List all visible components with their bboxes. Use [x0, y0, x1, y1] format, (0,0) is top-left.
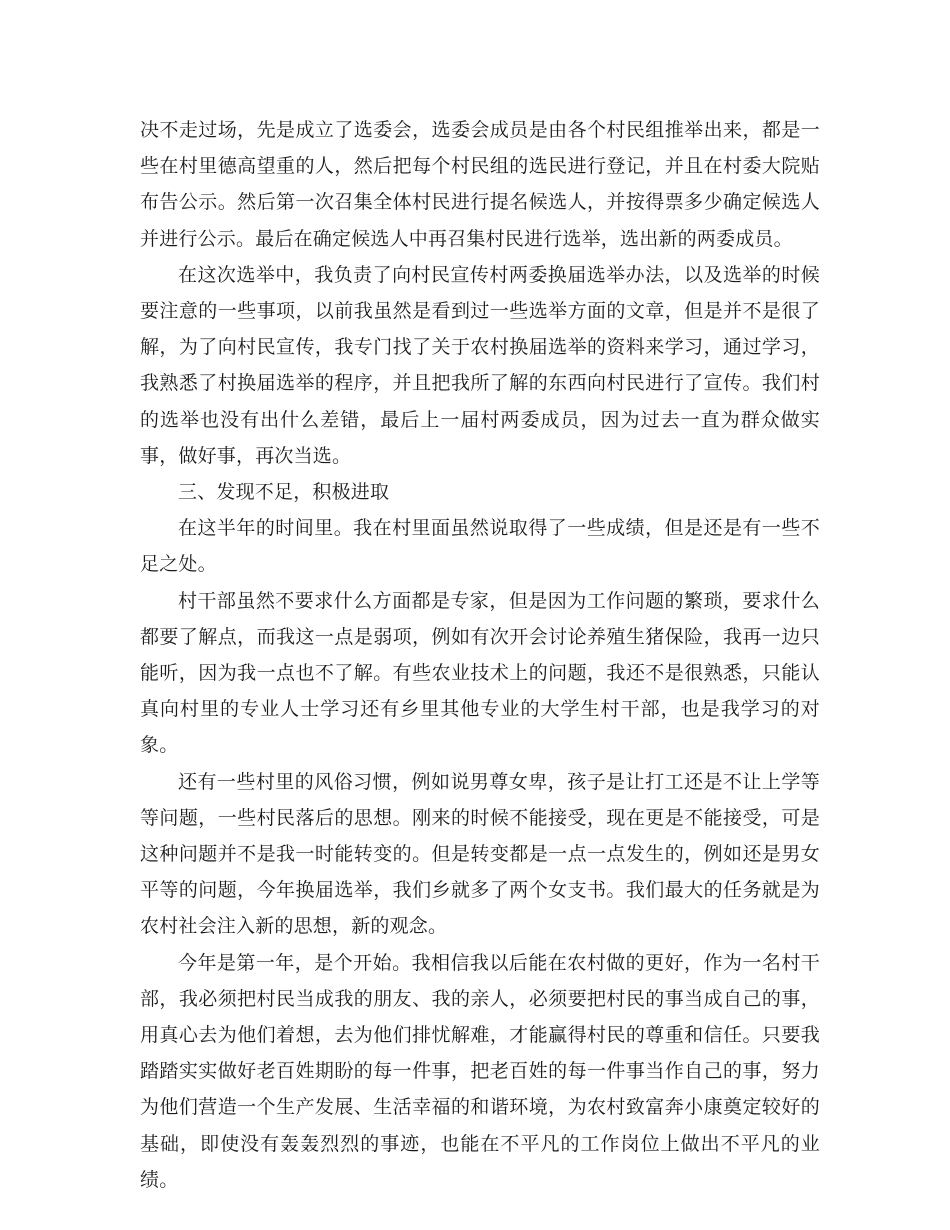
section-heading-shortcomings: 三、发现不足，积极进取	[178, 481, 390, 504]
paragraph-first-year: 今年是第一年，是个开始。我相信我以后能在农村做的更好，作为一名村干部，我必须把村民当成我的朋友、我的亲人，必须要把村民的事当成自己的事，用真心去为他们着想，去为他们排忧解难，才能赢得村民的尊重和信任。只要我踏踏实实做好老百姓期盼的每一件事，把老百姓的每一件事当作自己的事，努力为他们营造一个生产发展、生活幸福的和谐环境，为农村致富奔小康奠定较好的基础，即使没有轰轰烈烈的事迹，也能在不平凡的工作岗位上做出不平凡的业绩。	[140, 951, 820, 1191]
document-body	[140, 112, 820, 1198]
paragraph-election-publicity: 在这次选举中，我负责了向村民宣传村两委换届选举办法，以及选举的时候要注意的一些事项，以前我虽然是看到过一些选举方面的文章，但是并不是很了解，为了向村民宣传，我专门找了关于农村换届选举的资料来学习，通过学习，我熟悉了村换届选举的程序，并且把我所了解的东西向村民进行了宣传。我们村的选举也没有出什么差错，最后上一届村两委成员，因为过去一直为群众做实事，做好事，再次当选。	[140, 263, 820, 467]
paragraph-continuation: 决不走过场，先是成立了选委会，选委会成员是由各个村民组推举出来，都是一些在村里德高望重的人，然后把每个村民组的选民进行登记，并且在村委大院贴布告公示。然后第一次召集全体村民进行提名候选人，并按得票多少确定候选人并进行公示。最后在确定候选人中再召集村民进行选举，选出新的两委成员。	[140, 119, 820, 250]
paragraph-weakness: 村干部虽然不要求什么方面都是专家，但是因为工作问题的繁琐，要求什么都要了解点，而我这一点是弱项，例如有次开会讨论养殖生猪保险，我再一边只能听，因为我一点也不了解。有些农业技术上的问题，我还不是很熟悉，只能认真向村里的专业人士学习还有乡里其他专业的大学生村干部，也是我学习的对象。	[140, 589, 820, 757]
paragraph-customs: 还有一些村里的风俗习惯，例如说男尊女卑，孩子是让打工还是不让上学等等问题，一些村民落后的思想。刚来的时候不能接受，现在更是不能接受，可是这种问题并不是我一时能转变的。但是转变都是一点一点发生的，例如还是男女平等的问题，今年换届选举，我们乡就多了两个女支书。我们最大的任务就是为农村社会注入新的思想，新的观念。	[140, 770, 820, 938]
paragraph-half-year: 在这半年的时间里。我在村里面虽然说取得了一些成绩，但是还是有一些不足之处。	[140, 517, 820, 576]
